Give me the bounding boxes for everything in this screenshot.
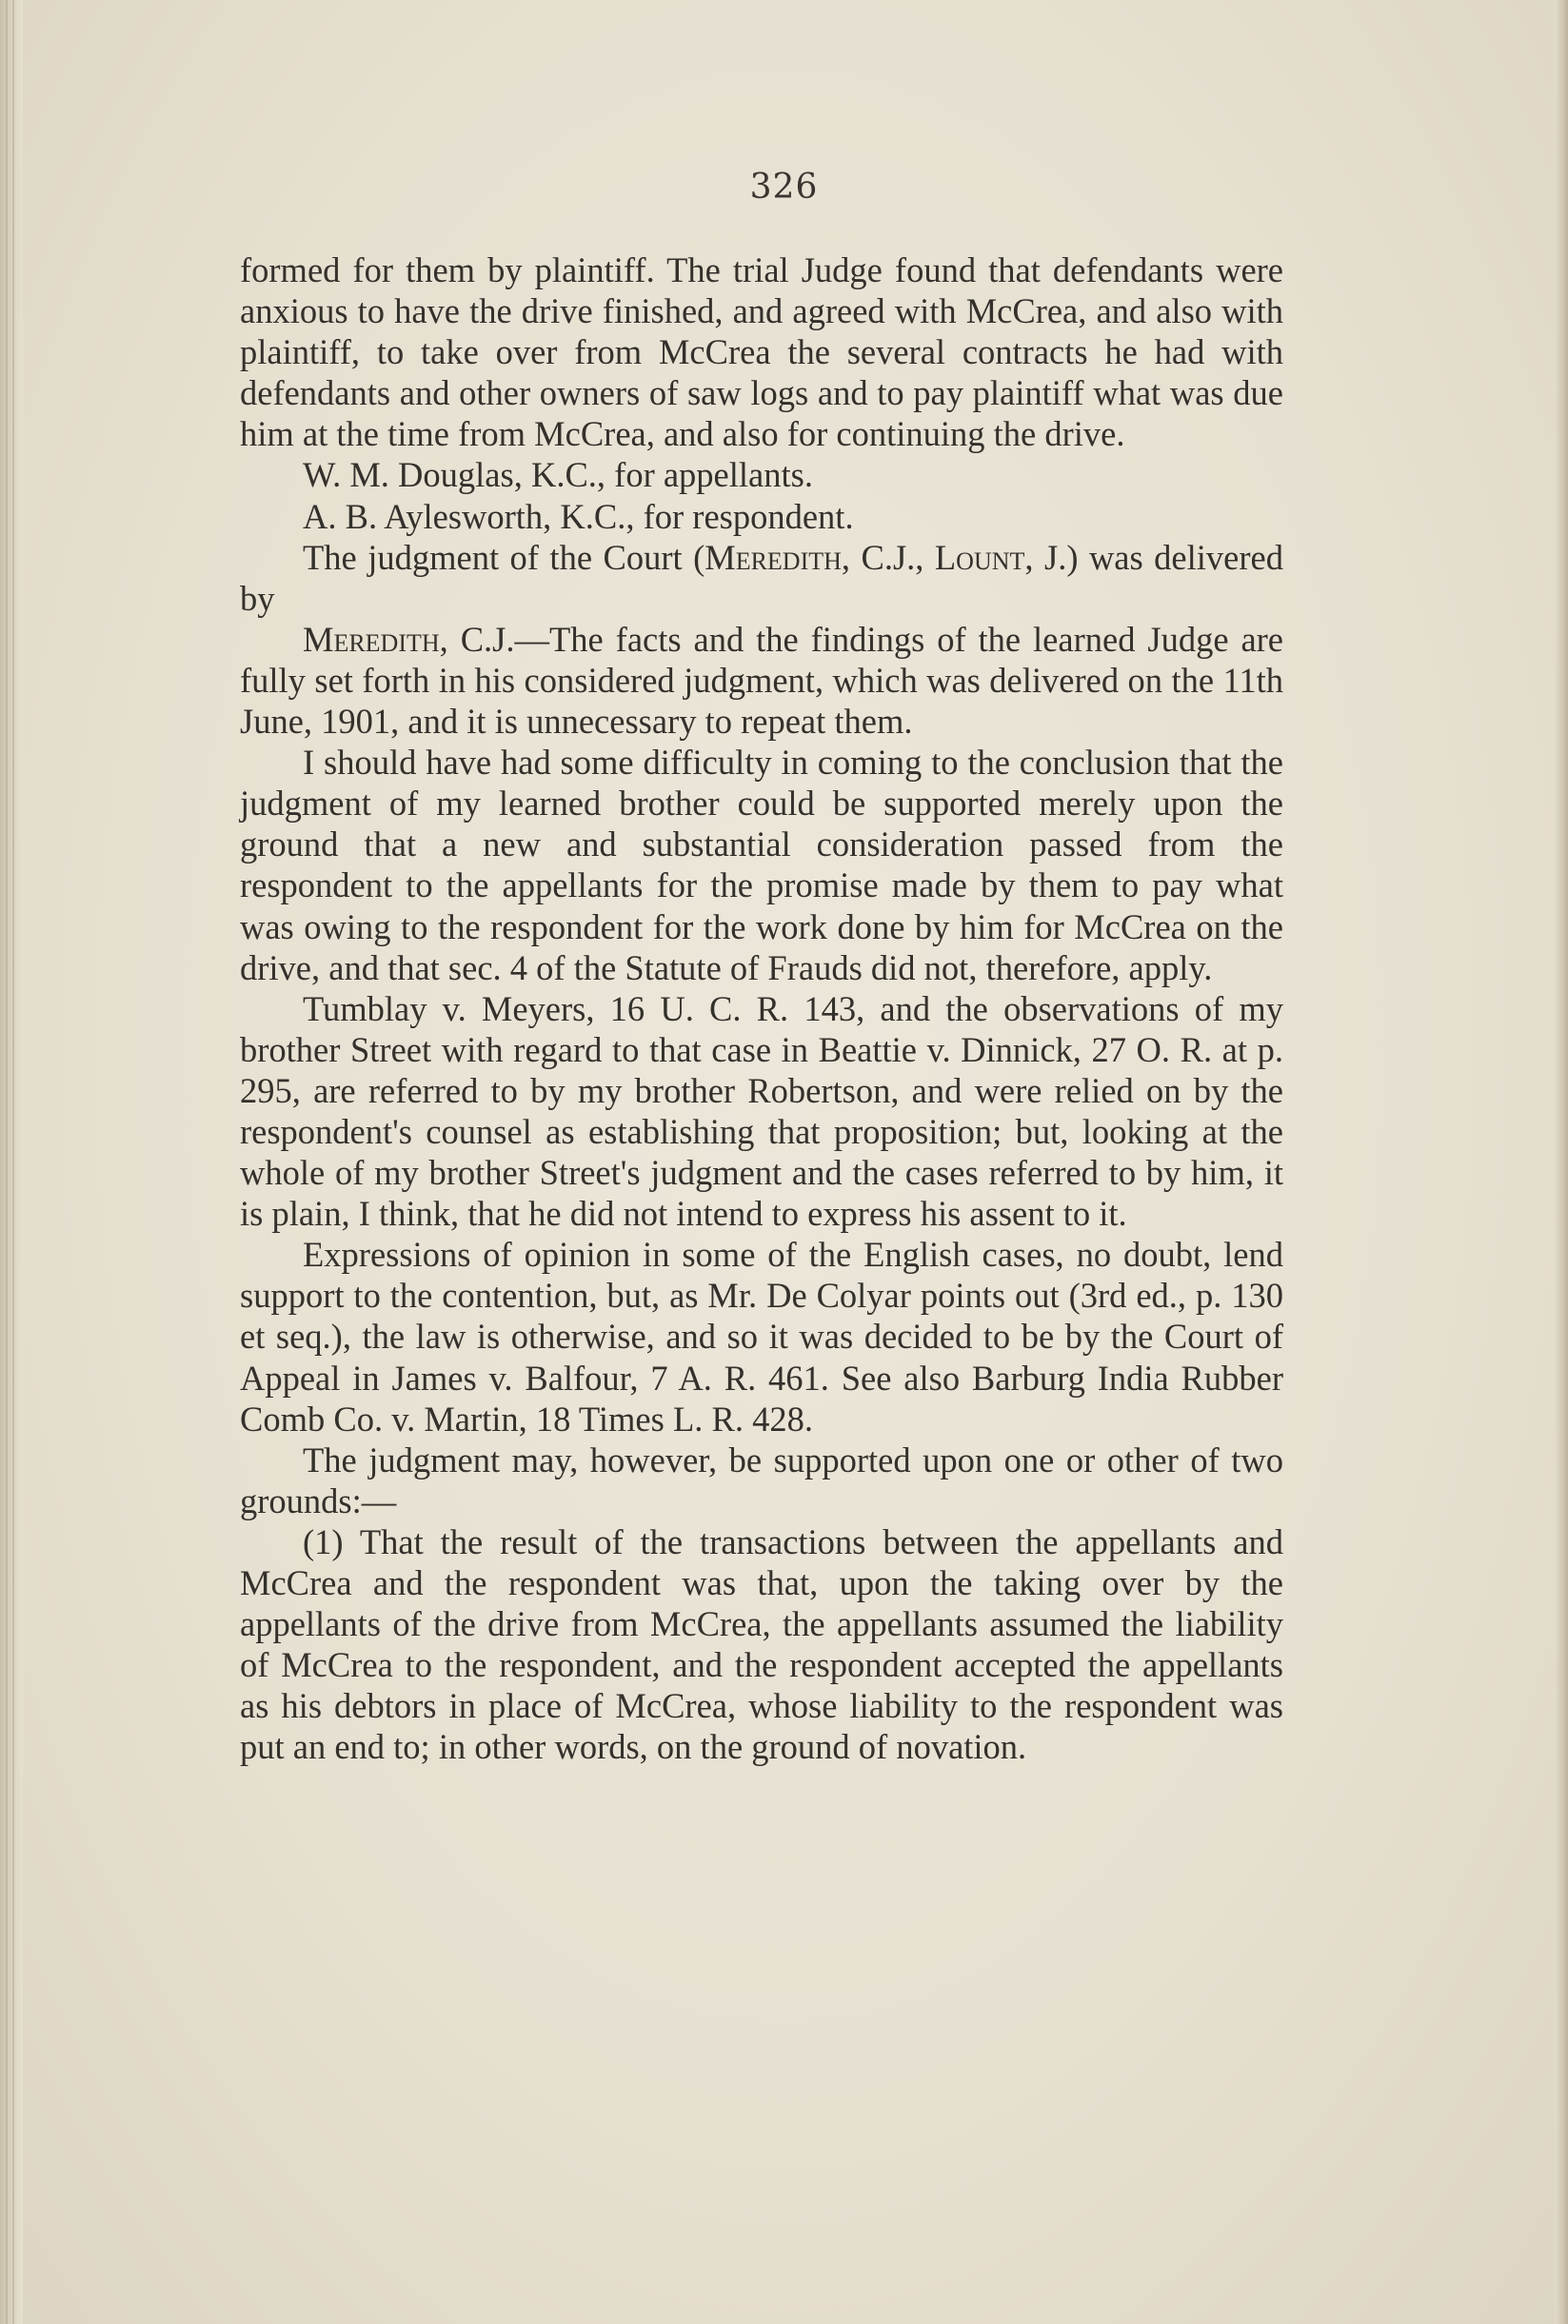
paragraph: I should have had some difficulty in coming to the conclusion that the judgment of my learned brother could be supported merely upon the ground that a new and substantial consideration passed from the respondent to the appellants for the promise made by them to pay what was owing to the respondent for the work done by him for McCrea on the drive, and that sec. 4 of the Statute of Frauds did not, therefore, apply.: [240, 743, 1283, 987]
text-run: The judgment of the Court (: [303, 537, 705, 577]
counsel-line: W. M. Douglas, K.C., for appellants.: [303, 455, 813, 495]
text-run: , C.J.—The facts and the findings of the learned Judge are fully set forth in his considered judgment, which was delivered on the 11th June, 1901, and it is unnecessary to repeat them.: [240, 619, 1283, 742]
text-run: , C.J.,: [841, 537, 935, 577]
paragraph: The judgment may, however, be supported upon one or other of two grounds:—: [240, 1440, 1283, 1520]
paragraph: Expressions of opinion in some of the English cases, no doubt, lend support to the contention, but, as Mr. De Colyar points out (3rd ed., p. 130 et seq.), the law is otherwise, and so it was decided to be by the Court of Appeal in James v. Balfour, 7 A. R. 461. See also Barburg India Rubber Comb Co. v. Martin, 18 Times L. R. 428.: [240, 1235, 1283, 1439]
paragraph: Tumblay v. Meyers, 16 U. C. R. 143, and the observations of my brother Street with regard to that case in Beattie v. Dinnick, 27 O. R. at p. 295, are referred to by my brother Robertson, and were relied on by the respondent's counsel as establishing that proposition; but, looking at the whole of my brother Street's judgment and the cases referred to by him, it is plain, I think, that he did not intend to express his assent to it.: [240, 988, 1283, 1234]
page-number: 326: [749, 168, 819, 207]
text-run: , J.) was delivered by: [240, 537, 1283, 618]
binding-line: [6, 0, 8, 2324]
page-right-edge: [1555, 0, 1568, 2324]
judge-name: Lount: [934, 537, 1025, 577]
counsel-line: A. B. Aylesworth, K.C., for respondent.: [303, 496, 854, 536]
judge-name: Meredith: [705, 537, 842, 577]
paragraph: (1) That the result of the transactions between the appellants and McCrea and the respondent was that, upon the taking over by the appellants of the drive from McCrea, the appellants assumed the liability of McCrea to the respondent, and the respondent accepted the appellants as his debtors in place of McCrea, whose liability to the respondent was put an end to; in other words, on the ground of novation.: [240, 1521, 1283, 1767]
page-binding-edge: [0, 0, 23, 2324]
body-text: [240, 249, 1283, 1767]
paragraph: formed for them by plaintiff. The trial Judge found that defendants were anxious to have the drive finished, and agreed with McCrea, and also with plaintiff, to take over from McCrea the several contracts he had with defendants and other owners of saw logs and to pay plaintiff what was due him at the time from McCrea, and also for continuing the drive.: [240, 250, 1283, 454]
judgment-intro: [240, 537, 1283, 619]
judgment-opening: [240, 619, 1283, 742]
judge-name: Meredith: [303, 619, 440, 659]
binding-line: [12, 0, 14, 2324]
